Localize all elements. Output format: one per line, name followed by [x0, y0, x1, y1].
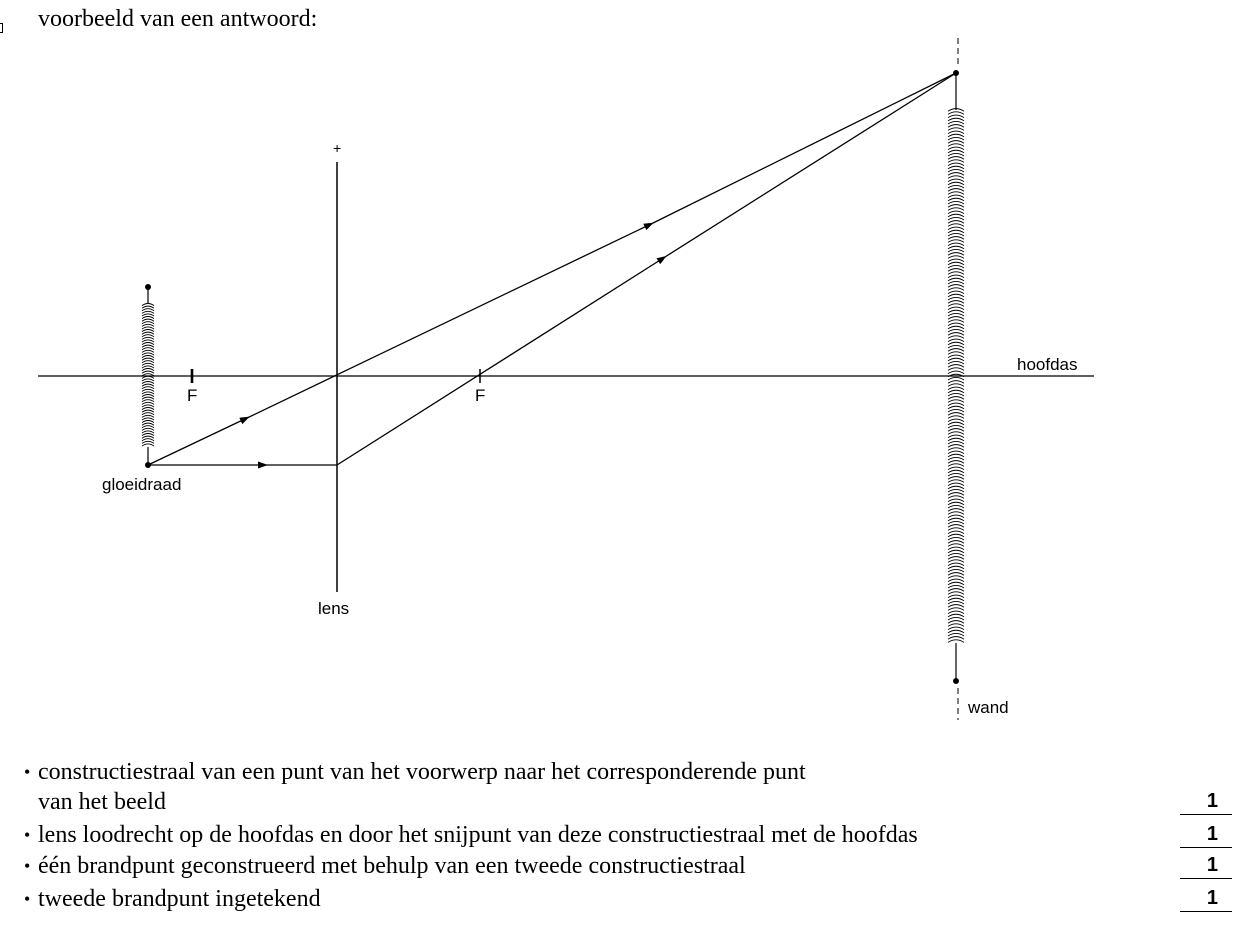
ray-through-centre-b — [244, 224, 652, 420]
intro-text: voorbeeld van een antwoord: — [38, 6, 318, 32]
ray-through-centre-a — [148, 418, 248, 466]
focus-left-label: F — [187, 386, 198, 405]
ray-via-focus-a — [337, 257, 665, 465]
criterion-4-line-1: tweede brandpunt ingetekend — [38, 886, 321, 912]
bullet-icon: • — [24, 889, 31, 909]
criterion-1-score: 1 — [1180, 788, 1232, 815]
criterion-1-line-2: van het beeld — [38, 789, 166, 815]
lens-plus-label: + — [333, 140, 342, 156]
criterion-3-line-1: één brandpunt geconstrueerd met behulp van een tweede constructiestraal — [38, 853, 746, 879]
criterion-2-line-1: lens loodrecht op de hoofdas en door het snijpunt van deze constructiestraal met de hoofdas — [38, 822, 918, 848]
criterion-4-score: 1 — [1180, 885, 1232, 912]
focus-right-label: F — [475, 386, 486, 405]
bullet-icon: • — [24, 825, 31, 845]
lens-label: lens — [318, 599, 350, 618]
criterion-2-score: 1 — [1180, 821, 1232, 848]
criterion-3-score: 1 — [1180, 852, 1232, 879]
criterion-1-line-1: constructiestraal van een punt van het voorwerp naar het corresponderende punt — [38, 759, 806, 785]
bullet-icon: • — [24, 856, 31, 876]
ray-via-focus-b — [661, 73, 956, 260]
bullet-icon: • — [24, 762, 31, 782]
ray-through-centre-c — [648, 73, 956, 226]
filament-label: gloeidraad — [102, 475, 182, 494]
image-filament — [948, 70, 964, 684]
principal-axis-label: hoofdas — [1017, 355, 1078, 374]
wall-label: wand — [968, 698, 1009, 717]
